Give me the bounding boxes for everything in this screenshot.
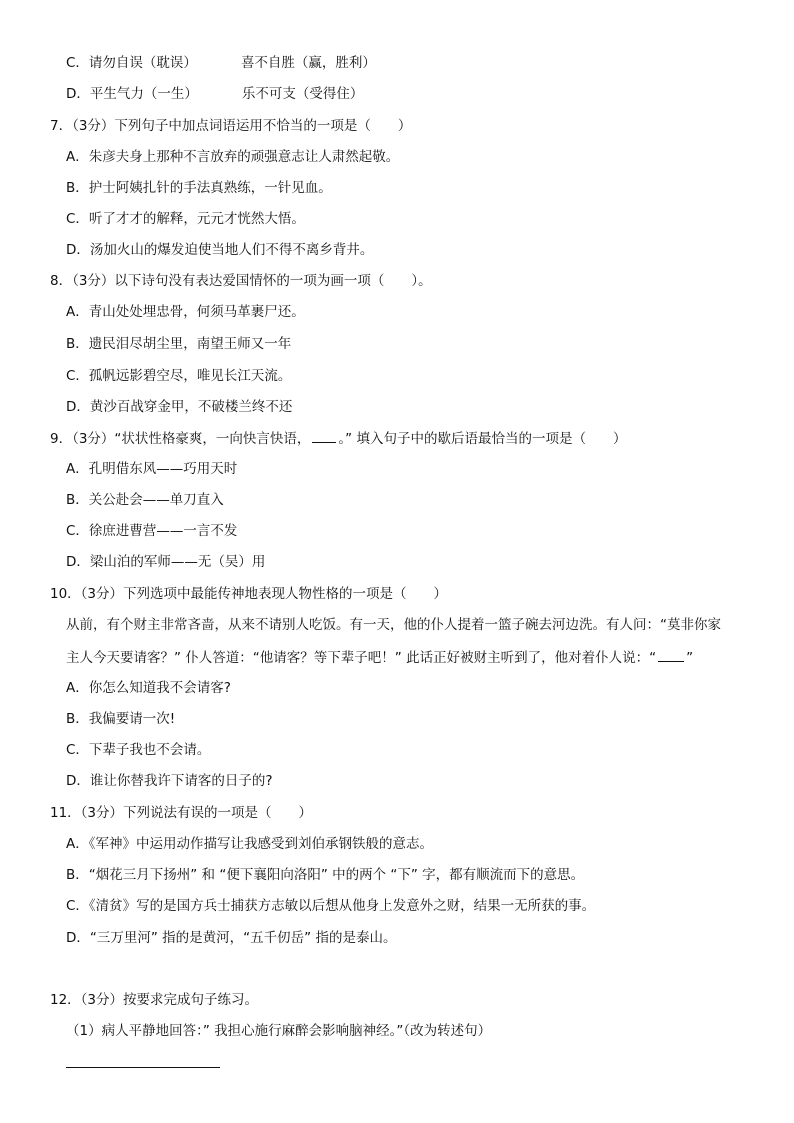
q8-option-d: D．黄沙百战穿金甲，不破楼兰终不还 (66, 399, 293, 415)
q10-stem: 10．（3分）下列选项中最能传神地表现人物性格的一项是（ ） (50, 586, 448, 602)
q7-option-d: D．汤加火山的爆发迫使当地人们不得不离乡背井。 (66, 242, 374, 258)
q11-stem: 11．（3分）下列说法有误的一项是（ ） (50, 805, 313, 821)
q9-stem-pre: 9．（3分）“状状性格豪爽，一向快言快语， (50, 431, 311, 447)
q9-option-d: D．梁山泊的军师——无（吴）用 (66, 554, 266, 570)
q9-option-a: A．孔明借东风——巧用天时 (66, 461, 238, 477)
q9-blank (312, 428, 336, 443)
q11-option-d: D．“三万里河” 指的是黄河，“五千仞岳” 指的是泰山。 (66, 930, 397, 946)
q12-stem: 12．（3分）按要求完成句子练习。 (50, 992, 259, 1008)
q6-option-c-right: 喜不自胜（赢，胜利） (240, 55, 376, 71)
q10-passage-line-1: 从前，有个财主非常吝啬，从来不请别人吃饭。有一天，他的仆人提着一篮子碗去河边洗。有人问：“莫非你家 (66, 617, 721, 633)
q10-blank (658, 647, 684, 662)
q10-passage-line-2-post: ” (686, 650, 694, 666)
q8-stem: 8．（3分）以下诗句没有表达爱国情怀的一项为画一项（ ）。 (50, 273, 432, 289)
q6-option-d-right: 乐不可支（受得住） (241, 86, 364, 102)
q6-option-c-left: C．请勿自误（耽误） (66, 55, 197, 71)
q10-option-a: A．你怎么知道我不会请客? (66, 680, 231, 696)
q6-option-c (66, 53, 376, 73)
q10-option-c: C．下辈子我也不会请。 (66, 742, 211, 758)
q10-passage-line-2 (66, 647, 693, 668)
q9-option-c: C．徐庶进曹营——一言不发 (66, 523, 238, 539)
q8-option-b: B．遗民泪尽胡尘里，南望王师又一年 (66, 336, 292, 352)
q7-option-b: B．护士阿姨扎针的手法真熟练，一针见血。 (66, 180, 332, 196)
q8-option-a: A．青山处处埋忠骨，何须马革裹尸还。 (66, 304, 305, 320)
q9-stem-post: 。” 填入句子中的歇后语最恰当的一项是（ ） (338, 431, 627, 447)
q7-option-a: A．朱彦夫身上那种不言放弃的顽强意志让人肃然起敬。 (66, 149, 400, 165)
q8-option-c: C．孤帆远影碧空尽，唯见长江天流。 (66, 368, 292, 384)
q11-option-b: B．“烟花三月下扬州” 和 “便下襄阳向洛阳” 中的两个 “下” 字，都有顺流而下的意思。 (66, 867, 585, 883)
q10-option-b: B．我偏要请一次! (66, 711, 176, 727)
q7-option-c: C．听了才才的解释，元元才恍然大悟。 (66, 211, 305, 227)
q11-option-c: C．《清贫》写的是国方兵士捕获方志敏以后想从他身上发意外之财，结果一无所获的事。 (66, 898, 596, 914)
q12-sub-1: （1）病人平静地回答：” 我担心施行麻醉会影响脑神经。”（改为转述句） (66, 1023, 492, 1039)
q6-option-d (66, 84, 363, 104)
q11-option-a: A．《军神》中运用动作描写让我感受到刘伯承钢铁般的意志。 (66, 836, 433, 852)
q9-stem (50, 428, 626, 449)
q10-option-d: D．谁让你替我许下请客的日子的? (66, 773, 273, 789)
q9-option-b: B．关公赴会——单刀直入 (66, 492, 224, 508)
q6-option-d-left: D．平生气力（一生） (66, 86, 198, 102)
q12-answer-line[interactable] (66, 1067, 220, 1068)
q7-stem: 7．（3分）下列句子中加点词语运用不恰当的一项是（ ） (50, 118, 412, 134)
q10-passage-line-2-pre: 主人今天要请客？” 仆人答道：“他请客？等下辈子吧！” 此话正好被财主听到了，他对着仆人说：“ (66, 650, 657, 666)
